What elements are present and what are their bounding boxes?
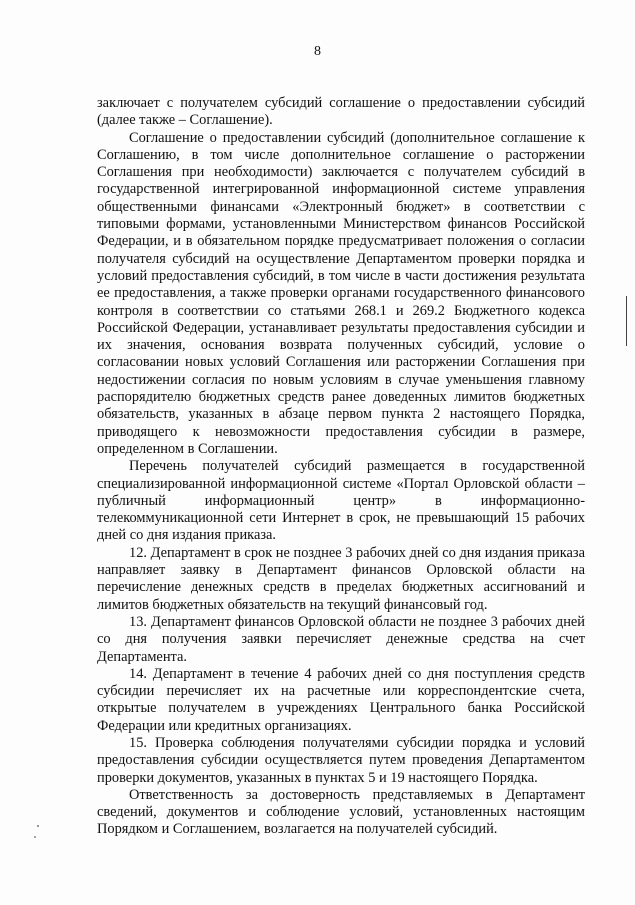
paragraph-item-13: 13. Департамент финансов Орловской области не позднее 3 рабочих дней со дня получения заявки перечисляет денежные средства на счет Департамента. [97,613,585,665]
scan-speck [34,836,36,838]
paragraph-responsibility: Ответственность за достоверность представляемых в Департамент сведений, документов и соблюдение условий, установленных настоящим Порядком и Соглашением, возлагается на получателей субсидий. [97,786,585,838]
paragraph-item-15: 15. Проверка соблюдения получателями субсидии порядка и условий предоставления субсидии осуществляется путем проведения Департаментом проверки документов, указанных в пунктах 5 и 19 настоящего Порядка. [97,734,585,786]
paragraph-recipients-list: Перечень получателей субсидий размещается в государственной специализированной информационной системе «Портал Орловской области – публичный информационный центр» в информационно-телекоммуникационной сети Интернет в срок, не превышающий 15 рабочих дней со дня издания приказа. [97,458,585,544]
scan-edge-mark [626,296,627,346]
paragraph-agreement-intro: заключает с получателем субсидий соглашение о предоставлении субсидий (далее также – Соглашение). [97,95,585,129]
paragraph-item-12: 12. Департамент в срок не позднее 3 рабочих дней со дня издания приказа направляет заявку в Департамент финансов Орловской области на перечисление денежных средств в пределах бюджетных ассигнований и лимитов бюджетных обязательств на текущий финансовый год. [97,544,585,613]
scan-speck [37,825,39,827]
paragraph-item-14: 14. Департамент в течение 4 рабочих дней со дня поступления средств субсидии перечисляет их на расчетные или корреспондентские счета, открытые получателем в учреждениях Центрального банка Российской Федерации или кредитных организациях. [97,665,585,734]
page-number: 8 [314,44,321,59]
paragraph-agreement-terms: Соглашение о предоставлении субсидий (дополнительное соглашение к Соглашению, в том числе дополнительное соглашение о расторжении Соглашения при необходимости) заключается с получателем субсидий в государственной интегрированной информационной системе управления общественными финансами «Электронный бюджет» в соответствии с типовыми формами, установленными Министерством финансов Российской Федерации, и в обязательном порядке предусматривает положения о согласии получателя субсидий на осуществление Департаментом проверки порядка и условий предоставления субсидий, в том числе в части достижения результата ее предоставления, а также проверки органами государственного финансового контроля в соответствии со статьями 268.1 и 269.2 Бюджетного кодекса Российской Федерации, устанавливает результаты предоставления субсидии и их значения, основания возврата полученных субсидий, условие о согласовании новых условий Соглашения или расторжении Соглашения при недостижении согласия по новым условиям в случае уменьшения главному распорядителю бюджетных средств ранее доведенных лимитов бюджетных обязательств, указанных в абзаце первом пункта 2 настоящего Порядка, приводящего к невозможности предоставления субсидии в размере, определенном в Соглашении. [97,129,585,457]
document-body [97,95,585,839]
